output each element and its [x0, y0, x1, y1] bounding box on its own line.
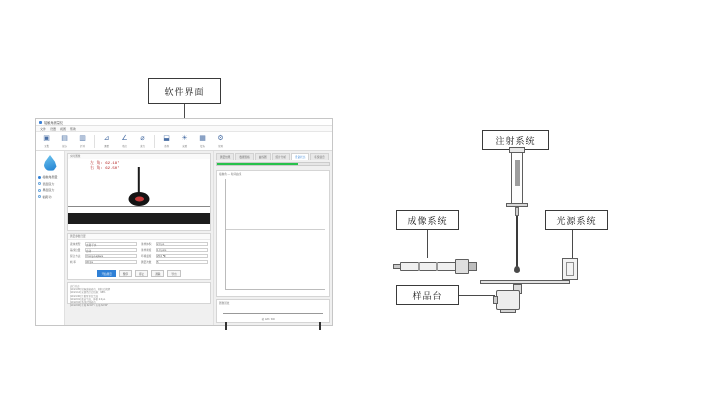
field-row[interactable] — [141, 248, 208, 252]
field-value[interactable]: 5 — [156, 260, 208, 264]
tab-data-table[interactable]: 数据表格 — [235, 153, 253, 160]
software-window — [35, 118, 333, 326]
left-angle-value: 左 角: 62.18° — [90, 162, 120, 166]
tab-curve[interactable]: 曲线图 — [255, 153, 271, 160]
right-angle-value: 右 角: 62.50° — [90, 167, 120, 171]
tab-device-status[interactable]: 设备状态 — [291, 153, 309, 160]
field-label: 测量次数 — [141, 261, 152, 264]
field-label: 拟合方法 — [70, 255, 81, 258]
settings-icon: ⚙ — [217, 134, 224, 142]
needle-shape — [138, 167, 140, 193]
toolbar-button-tension[interactable] — [136, 135, 149, 148]
log-line: [10:21:12] 光源亮度已校准：68% — [70, 291, 106, 295]
video-panel — [67, 153, 211, 231]
log-line: [10:22:06] 左角 62.18° / 右角 62.50° — [70, 304, 109, 308]
field-row[interactable] — [141, 242, 208, 246]
playback-slider-end-handle[interactable] — [319, 322, 321, 330]
app-logo-icon — [39, 121, 42, 124]
pause-button[interactable]: 暂停 — [119, 270, 132, 277]
measure-icon: ⊿ — [103, 134, 110, 142]
window-title: 接触角测量仪 — [44, 120, 64, 125]
playback-panel — [216, 299, 330, 323]
field-value[interactable]: 自动 — [85, 248, 137, 252]
toolbar-separator — [154, 135, 155, 148]
toolbar-button-capture[interactable] — [40, 135, 53, 148]
field-value[interactable]: Young-Laplace — [85, 254, 137, 258]
center-column — [65, 151, 213, 325]
tab-bar — [214, 151, 332, 160]
pendant-drop-shape — [514, 266, 520, 273]
substrate-shape — [68, 213, 210, 224]
toolbar-button-light[interactable] — [178, 135, 191, 148]
playback-slider-start-handle[interactable] — [225, 322, 227, 330]
baseline — [68, 206, 210, 207]
stage-block — [496, 290, 520, 310]
radio-icon — [38, 189, 41, 192]
syringe-needle — [516, 216, 517, 268]
chart-axes — [225, 179, 325, 290]
mode-sidebar — [36, 151, 65, 325]
field-label: 基线位置 — [70, 249, 81, 252]
mode-item-contact-angle[interactable] — [38, 175, 62, 179]
mode-label: 粘附功 — [42, 194, 52, 199]
radio-icon — [38, 176, 41, 179]
chart-curve — [226, 229, 325, 230]
video-stage[interactable] — [68, 159, 210, 230]
leader-light-source-v — [572, 230, 573, 258]
leader-software-ui — [184, 104, 185, 118]
camera-objective — [468, 262, 477, 271]
progress-bar-fill — [217, 163, 298, 165]
angle-readout — [90, 162, 120, 172]
field-label: 进样体积 — [141, 243, 152, 246]
mode-item-interface-tension[interactable] — [38, 188, 62, 192]
stage-base — [500, 309, 516, 313]
start-measure-button[interactable]: 开始测量 — [97, 270, 115, 277]
toolbar-label: 打开 — [80, 144, 85, 148]
camera-band — [418, 262, 420, 271]
parameters-panel — [67, 233, 211, 280]
tab-results[interactable]: 测量结果 — [216, 153, 234, 160]
camera-band — [436, 262, 438, 271]
window-body — [36, 151, 332, 325]
parameters-column-right — [141, 242, 208, 266]
toolbar-label: 光源 — [182, 144, 187, 148]
field-label: 进样速度 — [141, 249, 152, 252]
toolbar — [36, 132, 332, 151]
stop-button[interactable]: 停止 — [135, 270, 148, 277]
toolbar-label: 进样 — [164, 144, 169, 148]
toolbar-button-pump[interactable] — [160, 135, 173, 148]
camera-lens — [455, 259, 469, 274]
stage-adjust-knob — [493, 296, 498, 304]
toolbar-button-settings[interactable] — [214, 135, 227, 148]
field-row[interactable] — [70, 254, 137, 258]
log-line: [10:21:30] 注射泵复位完成 — [70, 294, 99, 298]
light-source-diffuser — [566, 262, 574, 276]
chart-title: 接触角 — 时间曲线 — [219, 173, 242, 176]
menu-item-settings[interactable]: 设置 — [50, 126, 57, 131]
mode-label: 接触角测量 — [42, 175, 58, 179]
right-column — [213, 151, 332, 325]
mode-label: 界面张力 — [42, 188, 55, 192]
syringe-neck — [515, 207, 519, 216]
window-titlebar — [36, 119, 332, 126]
log-panel[interactable] — [67, 282, 211, 308]
droplet-icon — [44, 155, 57, 171]
callout-sample-stage-label: 样品台 — [412, 290, 443, 301]
playback-slider-track[interactable] — [223, 313, 323, 314]
tension-icon: ⌀ — [140, 134, 145, 142]
droplet-shape — [129, 192, 150, 206]
callout-injection-system-label: 注射系统 — [495, 135, 536, 146]
field-value[interactable]: 25.0 ℃ — [156, 254, 208, 258]
callout-imaging-system — [396, 210, 459, 230]
open-icon: ▥ — [79, 134, 86, 142]
export-button[interactable]: 导出 — [167, 270, 180, 277]
toolbar-label: 保存 — [62, 144, 67, 148]
playback-value-label: 帧 128 / 300 — [261, 318, 275, 321]
callout-light-source-system — [545, 210, 608, 230]
field-value[interactable]: 2.0 μL — [156, 242, 208, 246]
field-row[interactable] — [141, 254, 208, 258]
radio-icon — [38, 195, 41, 198]
tab-statistics[interactable]: 统计分析 — [272, 153, 290, 160]
playback-title: 图像回放 — [219, 302, 230, 305]
syringe-plunger — [515, 160, 520, 186]
tab-system-info[interactable]: 系统信息 — [310, 153, 328, 160]
leader-sample-stage-h — [459, 295, 495, 296]
save-icon: ▤ — [61, 134, 68, 142]
log-title: 运行日志 — [70, 285, 80, 288]
action-button-row — [68, 268, 210, 279]
field-row[interactable] — [70, 260, 137, 264]
field-value[interactable]: 1.0 μL/s — [156, 248, 208, 252]
menu-item-help[interactable]: 帮助 — [70, 126, 77, 131]
camera-tube — [400, 262, 456, 271]
progress-bar-track — [216, 162, 330, 166]
callout-light-source-system-label: 光源系统 — [556, 215, 597, 226]
clear-button[interactable]: 清除 — [151, 270, 164, 277]
toolbar-label: 设置 — [218, 144, 223, 148]
toolbar-separator — [94, 135, 95, 148]
mode-label: 表面张力 — [42, 181, 55, 186]
toolbar-label: 张力 — [140, 144, 145, 148]
angle-icon: ∠ — [121, 134, 128, 142]
parameters-panel-title: 测量参数设置 — [68, 234, 210, 240]
field-value[interactable]: 30 fps — [85, 260, 137, 264]
callout-sample-stage — [396, 285, 459, 305]
menu-item-file[interactable]: 文件 — [40, 126, 47, 131]
pump-icon: ⬓ — [163, 134, 170, 142]
callout-software-ui-label: 软件界面 — [164, 86, 205, 97]
field-label: 帧 率 — [70, 261, 76, 264]
log-line: [10:21:05] 设备连接成功，相机已就绪 — [70, 288, 110, 292]
toolbar-label: 角度 — [122, 144, 127, 148]
field-row[interactable] — [70, 242, 137, 246]
toolbar-button-measure[interactable] — [100, 135, 113, 148]
toolbar-label: 测量 — [104, 144, 109, 148]
log-line: [10:22:04] 基线识别成功 — [70, 301, 96, 305]
toolbar-button-report[interactable] — [196, 135, 209, 148]
parameters-body — [68, 240, 210, 268]
field-label: 环境温度 — [141, 255, 152, 258]
callout-imaging-system-label: 成像系统 — [407, 215, 448, 226]
chart-panel — [216, 170, 330, 297]
camera-icon: ▣ — [43, 134, 50, 142]
report-icon: ▦ — [199, 134, 206, 142]
stage-plate — [480, 280, 570, 284]
mode-item-surface-tension[interactable] — [38, 182, 62, 186]
toolbar-button-save[interactable] — [58, 135, 71, 148]
callout-software-ui — [148, 78, 221, 104]
field-row[interactable] — [70, 248, 137, 252]
log-line: [10:22:01] 液滴生成，体积 2.0 μL — [70, 297, 106, 301]
mode-item-adhesion-work[interactable] — [38, 195, 62, 199]
toolbar-label: 报告 — [200, 144, 205, 148]
parameters-column-left — [70, 242, 137, 266]
field-value[interactable]: 去离子水 — [85, 242, 137, 246]
video-panel-title: 实时图像 — [68, 154, 210, 160]
light-icon: ☀ — [181, 134, 188, 142]
toolbar-label: 采集 — [44, 144, 49, 148]
field-label: 液体类型 — [70, 243, 81, 246]
toolbar-button-angle[interactable] — [118, 135, 131, 148]
leader-imaging-system-v — [427, 230, 428, 258]
toolbar-button-open[interactable] — [76, 135, 89, 148]
menu-item-view[interactable]: 视图 — [60, 126, 67, 131]
radio-icon — [38, 182, 41, 185]
field-row[interactable] — [141, 260, 208, 264]
